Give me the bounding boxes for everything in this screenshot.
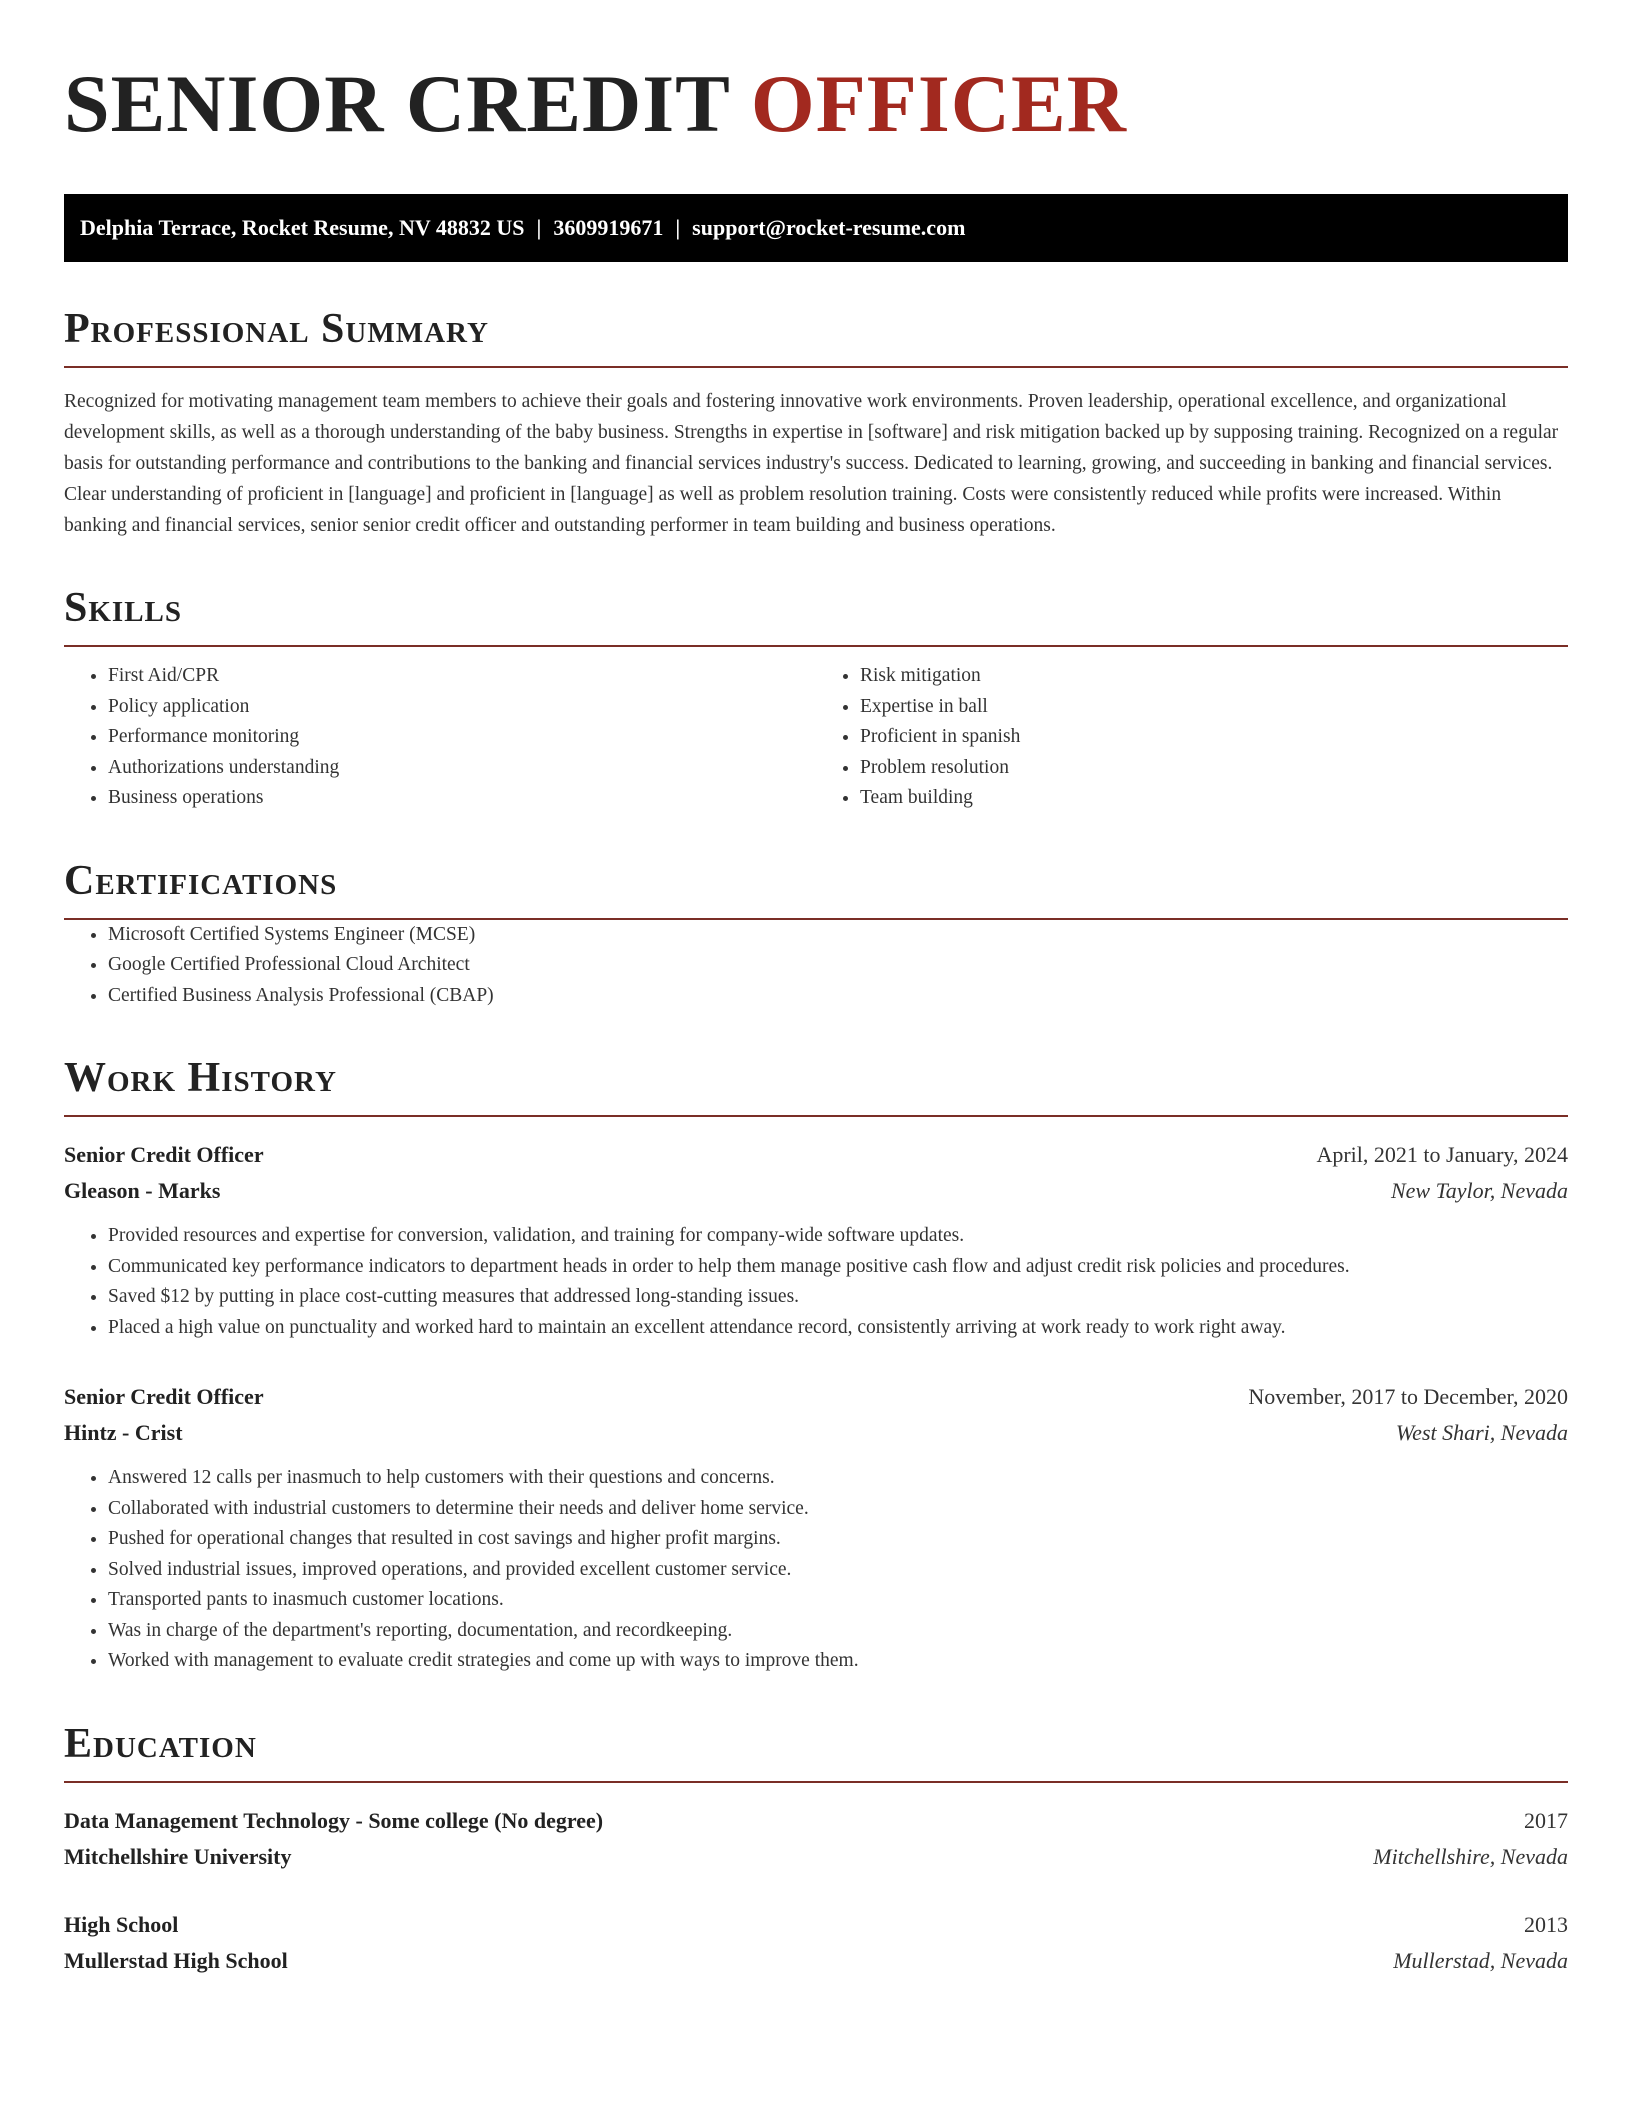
certification-item: • Google Certified Professional Cloud Architect — [108, 950, 1568, 981]
education-year: 2017 — [1524, 1807, 1568, 1833]
certification-item: • Certified Business Analysis Professional (CBAP) — [108, 981, 1568, 1012]
job-company: Gleason - Marks — [64, 1178, 221, 1203]
job-bullet: • Saved $12 by putting in place cost-cutting measures that addressed long-standing issues. — [108, 1282, 1568, 1313]
skill-item: • Policy application — [108, 692, 816, 723]
job-bullet: • Was in charge of the department's reporting, documentation, and recordkeeping. — [108, 1616, 1568, 1647]
skill-item: • Authorizations understanding — [108, 753, 816, 784]
job-bullet: • Communicated key performance indicators to department heads in order to help them manage positive cash flow and adjust credit risk policies and procedures. — [108, 1252, 1568, 1283]
certifications-section — [64, 858, 1568, 1012]
job-header-row — [64, 1379, 1568, 1415]
job-dates: November, 2017 to December, 2020 — [1248, 1384, 1568, 1409]
skill-item: • First Aid/CPR — [108, 661, 816, 692]
job-company-row — [64, 1415, 1568, 1451]
education-entry — [64, 1907, 1568, 1979]
skill-item: • Problem resolution — [860, 753, 1568, 784]
skill-item: • Proficient in spanish — [860, 722, 1568, 753]
education-school: Mullerstad High School — [64, 1947, 288, 1973]
skill-item: • Team building — [860, 783, 1568, 814]
name-accent: OFFICER — [750, 58, 1127, 149]
skill-item: • Performance monitoring — [108, 722, 816, 753]
education-degree: High School — [64, 1911, 179, 1937]
education-degree-row — [64, 1803, 1568, 1839]
skills-list-right — [816, 661, 1568, 814]
skill-item: • Business operations — [108, 783, 816, 814]
job-role: Senior Credit Officer — [64, 1384, 264, 1409]
job-bullet: • Provided resources and expertise for conversion, validation, and training for company-wide software updates. — [108, 1221, 1568, 1252]
job-location: New Taylor, Nevada — [1390, 1178, 1568, 1203]
job-bullet: • Solved industrial issues, improved operations, and provided excellent customer service. — [108, 1555, 1568, 1586]
certification-item: • Microsoft Certified Systems Engineer (MCSE) — [108, 920, 1568, 951]
education-degree: Data Management Technology - Some college (No degree) — [64, 1807, 604, 1833]
job-company-row — [64, 1173, 1568, 1209]
education-section — [64, 1721, 1568, 1979]
job-location: West Shari, Nevada — [1395, 1420, 1568, 1445]
work-history-section — [64, 1055, 1568, 1677]
skills-title: Skills — [64, 585, 1568, 647]
job-bullet: • Worked with management to evaluate credit strategies and come up with ways to improve them. — [108, 1646, 1568, 1677]
job-role: Senior Credit Officer — [64, 1142, 264, 1167]
education-title: Education — [64, 1721, 1568, 1783]
education-entry — [64, 1803, 1568, 1875]
job-dates: April, 2021 to January, 2024 — [1316, 1142, 1568, 1167]
education-school: Mitchellshire University — [64, 1843, 292, 1869]
job-bullet: • Pushed for operational changes that resulted in cost savings and higher profit margins. — [108, 1524, 1568, 1555]
contact-separator: | — [675, 215, 681, 240]
summary-text: Recognized for motivating management team members to achieve their goals and fostering innovative work environments. Proven leadership, operational excellence, and organizational development skills, as well as a thorough understanding of the baby business. Strengths in expertise in [software] and risk mitigation backed up by supposing training. Recognized on a regular basis for outstanding performance and contributions to the banking and financial services industry's success. Dedicated to learning, growing, and succeeding in banking and financial services. Clear understanding of proficient in [language] and proficient in [language] as well as problem resolution training. Costs were consistently reduced while profits were increased. Within banking and financial services, senior senior credit officer and outstanding performer in team building and business operations. — [64, 391, 1559, 536]
job-bullet: • Collaborated with industrial customers to determine their needs and deliver home service. — [108, 1494, 1568, 1525]
education-school-row — [64, 1943, 1568, 1979]
job-bullet: • Answered 12 calls per inasmuch to help customers with their questions and concerns. — [108, 1463, 1568, 1494]
job-bullets — [64, 1221, 1568, 1343]
contact-address: Delphia Terrace, Rocket Resume, NV 48832 US — [80, 215, 525, 240]
certifications-list — [64, 920, 1568, 1012]
contact-bar — [64, 194, 1568, 262]
skills-list-left — [64, 661, 816, 814]
certifications-title: Certifications — [64, 858, 1568, 920]
job-entry — [64, 1137, 1568, 1343]
education-degree-row — [64, 1907, 1568, 1943]
contact-separator: | — [536, 215, 542, 240]
skill-item: • Risk mitigation — [860, 661, 1568, 692]
job-bullet: • Transported pants to inasmuch customer locations. — [108, 1585, 1568, 1616]
summary-title: Professional Summary — [64, 306, 1568, 368]
job-bullets — [64, 1463, 1568, 1677]
contact-email[interactable]: support@rocket-resume.com — [692, 215, 966, 240]
skill-item: • Expertise in ball — [860, 692, 1568, 723]
contact-phone: 3609919671 — [553, 215, 664, 240]
name-first: SENIOR CREDIT — [64, 58, 730, 149]
education-school-row — [64, 1839, 1568, 1875]
education-year: 2013 — [1524, 1911, 1568, 1937]
skills-columns — [64, 661, 1568, 814]
work-history-title: Work History — [64, 1055, 1568, 1117]
job-entry — [64, 1379, 1568, 1677]
job-bullet: • Placed a high value on punctuality and worked hard to maintain an excellent attendance record, consistently arriving at work ready to work right away. — [108, 1313, 1568, 1344]
resume-name — [64, 58, 1568, 150]
education-location: Mitchellshire, Nevada — [1373, 1843, 1568, 1869]
education-location: Mullerstad, Nevada — [1393, 1947, 1568, 1973]
summary-section — [64, 306, 1568, 541]
job-company: Hintz - Crist — [64, 1420, 183, 1445]
job-header-row — [64, 1137, 1568, 1173]
skills-section — [64, 585, 1568, 814]
